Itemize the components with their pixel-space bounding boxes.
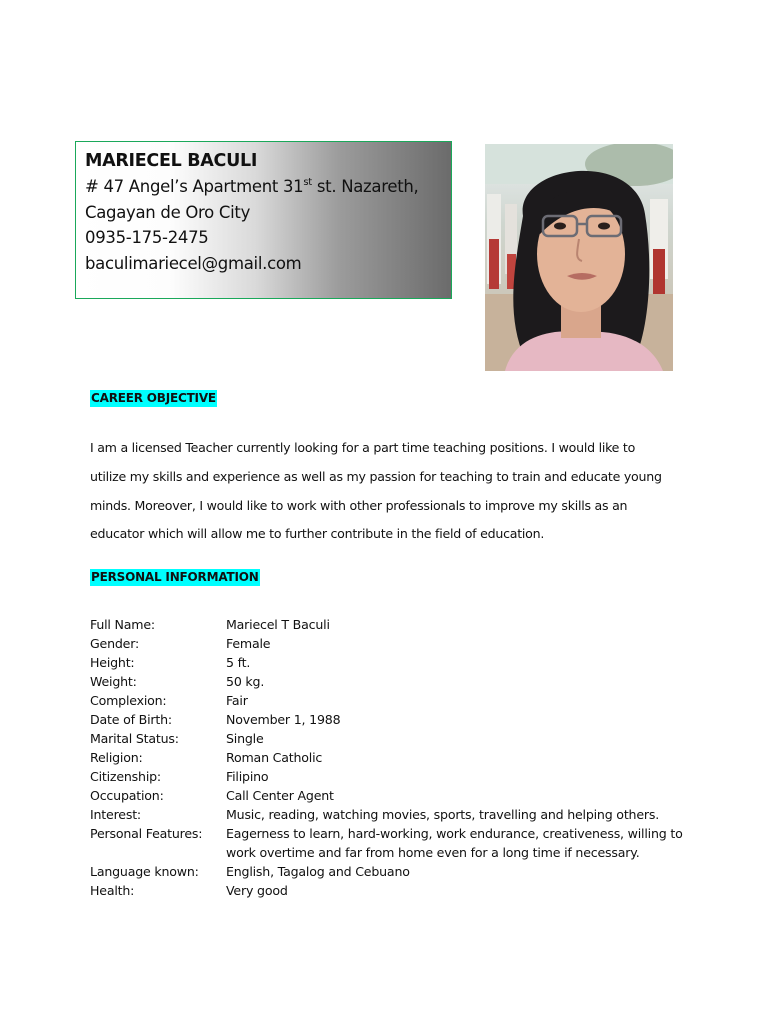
info-row-date-of-birth: Date of Birth: November 1, 1988 [90, 712, 341, 727]
objective-line: utilize my skills and experience as well as my passion for teaching to train and educate young [90, 468, 662, 484]
info-row-interest: Interest: Music, reading, watching movies, sports, travelling and helping others. [90, 807, 660, 822]
info-row-height: Height: 5 ft. [90, 655, 251, 670]
objective-line: educator which will allow me to further contribute in the field of education. [90, 526, 545, 542]
info-row-occupation: Occupation: Call Center Agent [90, 788, 334, 803]
info-row-health: Health: Very good [90, 883, 288, 898]
address-line-2: Cagayan de Oro City [85, 202, 251, 222]
info-row-complexion: Complexion: Fair [90, 693, 248, 708]
info-row-gender: Gender: Female [90, 636, 271, 651]
contact-header-box [75, 141, 452, 299]
info-row-marital-status: Marital Status: Single [90, 731, 264, 746]
info-row-citizenship: Citizenship: Filipino [90, 769, 269, 784]
info-row-personal-features: Personal Features: Eagerness to learn, hard-working, work endurance, creativeness, willing to work overtime and far from home even for a long time if necessary. [90, 826, 683, 860]
career-objective-heading: CAREER OBJECTIVE [91, 391, 216, 405]
phone-number: 0935-175-2475 [85, 228, 209, 247]
info-row-language-known: Language known: English, Tagalog and Cebuano [90, 864, 410, 879]
objective-line: I am a licensed Teacher currently looking for a part time teaching positions. I would like to [90, 440, 636, 455]
info-row-religion: Religion: Roman Catholic [90, 750, 323, 765]
career-objective-text [90, 434, 690, 549]
info-row-full-name: Full Name: Mariecel T Baculi [90, 617, 330, 632]
applicant-name: MARIECEL BACULI [85, 151, 258, 171]
profile-photo [485, 144, 673, 371]
objective-line: minds. Moreover, I would like to work with other professionals to improve my skills as an [90, 497, 628, 513]
info-row-weight: Weight: 50 kg. [90, 674, 265, 689]
email-address: baculimariecel@gmail.com [85, 253, 302, 273]
personal-information-table [90, 615, 710, 900]
address-line-1: # 47 Angel’s Apartment 31st st. Nazareth, [85, 177, 419, 196]
personal-information-heading: PERSONAL INFORMATION [91, 570, 259, 584]
